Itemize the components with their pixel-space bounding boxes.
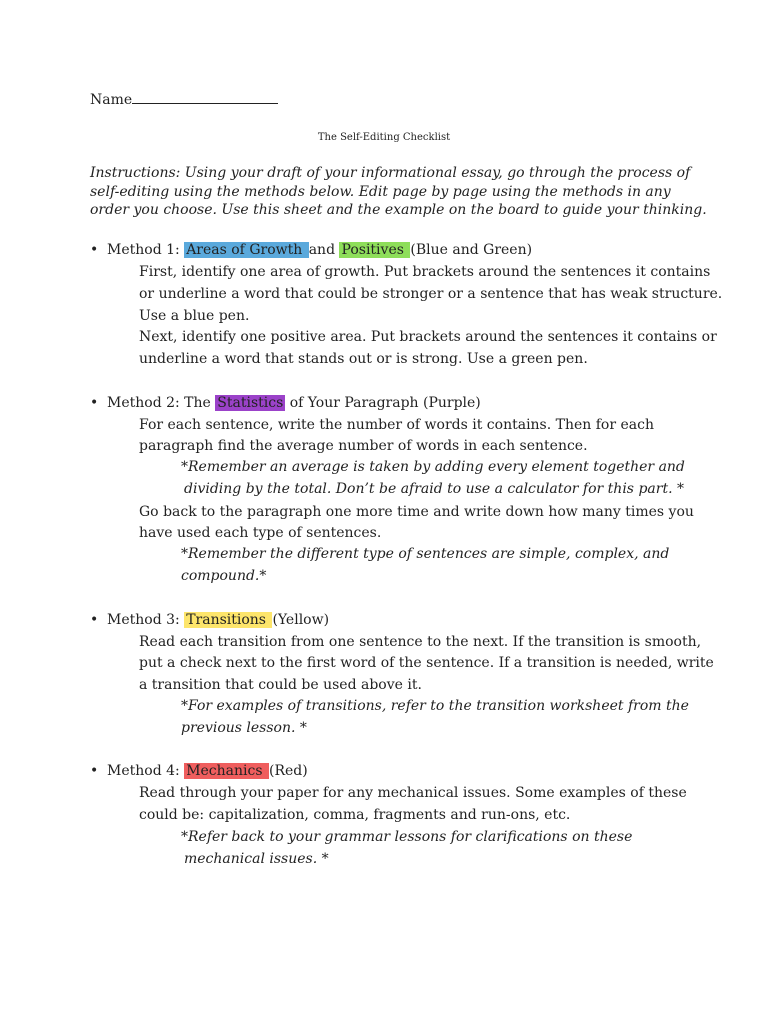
method-2-heading: Method 2: The Statistics of Your Paragraph (Purple) [107,395,481,411]
method-1-text: Use a blue pen. [139,308,250,324]
instructions-line: self-editing using the methods below. Edit page by page using the methods in any [90,184,671,200]
method-3-text: a transition that could be used above it. [139,677,422,693]
method-2-text: paragraph find the average number of words in each sentence. [139,438,588,454]
method-4-note: mechanical issues. * [184,851,329,867]
method-4-text: Read through your paper for any mechanical issues. Some examples of these [139,785,687,801]
method-2-note: *Remember an average is taken by adding every element together and [181,459,685,475]
method-2-text: For each sentence, write the number of words it contains. Then for each [139,417,654,433]
areas-of-growth-highlight: Areas of Growth [186,242,307,258]
method-2-note: dividing by the total. Don’t be afraid to use a calculator for this part. * [184,481,684,497]
method-3-note: previous lesson. * [181,720,307,736]
bullet-icon: • [90,395,99,411]
transitions-highlight: Transitions [186,612,271,628]
instructions-line: order you choose. Use this sheet and the example on the board to guide your thinking. [90,202,707,218]
positives-highlight: Positives [341,242,409,258]
method-1-text: underline a word that stands out or is strong. Use a green pen. [139,351,588,367]
instructions-line: Instructions: Using your draft of your informational essay, go through the process of [90,165,691,181]
method-4-note: *Refer back to your grammar lessons for clarifications on these [181,829,633,845]
name-line [90,90,278,111]
bullet-icon: • [90,612,99,628]
method-2-note: compound.* [181,568,267,584]
method-2-text: have used each type of sentences. [139,525,382,541]
method-1-text: First, identify one area of growth. Put brackets around the sentences it contains [139,264,711,280]
statistics-highlight: Statistics [217,395,284,411]
page-title: The Self-Editing Checklist [317,132,451,143]
mechanics-highlight: Mechanics [186,763,267,779]
method-1-heading: Method 1: Areas of Growth and Positives (Blue and Green) [107,242,533,258]
method-2-note: *Remember the different type of sentences are simple, complex, and [181,546,670,562]
method-1-text: or underline a word that could be stronger or a sentence that has weak structure. [139,286,723,302]
name-blank [132,91,278,104]
method-4-text: could be: capitalization, comma, fragments and run-ons, etc. [139,807,571,823]
method-3-note: *For examples of transitions, refer to the transition worksheet from the [181,698,689,714]
method-1-text: Next, identify one positive area. Put brackets around the sentences it contains or [139,329,717,345]
method-3-heading: Method 3: Transitions (Yellow) [107,612,330,628]
method-3-text: Read each transition from one sentence to the next. If the transition is smooth, [139,634,702,650]
method-4-heading: Method 4: Mechanics (Red) [107,763,308,779]
method-3-text: put a check next to the first word of the sentence. If a transition is needed, write [139,655,714,671]
bullet-icon: • [90,242,99,258]
method-2-text: Go back to the paragraph one more time and write down how many times you [139,504,694,520]
bullet-icon: • [90,763,99,779]
name-label: Name [90,92,133,108]
